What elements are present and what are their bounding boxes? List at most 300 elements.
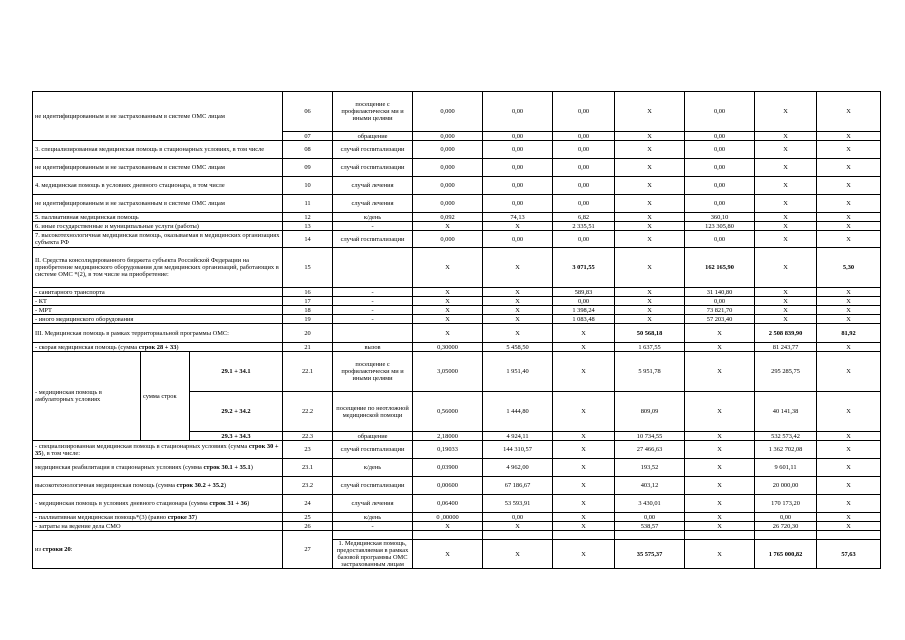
table-cell	[283, 195, 333, 213]
row-label	[33, 213, 283, 222]
cell-text: -	[371, 297, 374, 305]
cell-text: 162 165,90	[705, 264, 734, 271]
cell-text: 589,83	[574, 288, 593, 296]
table-cell	[283, 531, 333, 569]
cell-text: обращение	[357, 432, 388, 440]
cell-text: случай госпитализации	[340, 482, 405, 489]
cell-text: X	[846, 146, 851, 153]
table-cell	[817, 297, 881, 306]
table-cell	[615, 288, 685, 297]
cell-text: 193,52	[640, 464, 659, 471]
table-cell	[483, 248, 553, 288]
row-label	[33, 288, 283, 297]
table-cell	[755, 288, 817, 297]
cell-text: X	[783, 297, 788, 305]
cell-text: 3. специализированная медицинская помощь в стационарных условиях, в том числе	[35, 146, 265, 153]
cell-text: X	[515, 306, 520, 314]
cell-text: X	[647, 306, 652, 314]
table-cell	[283, 522, 333, 531]
cell-text: 24	[304, 500, 311, 507]
table-cell	[755, 540, 817, 569]
cell-text: 360,10	[710, 213, 729, 221]
cell-text: X	[647, 235, 652, 243]
table-cell	[333, 222, 413, 231]
table-cell	[755, 324, 817, 343]
cell-text: 295 285,75	[771, 368, 800, 375]
table-cell	[283, 495, 333, 513]
cell-text: 4 924,11	[506, 432, 529, 440]
table-cell	[553, 343, 615, 352]
cell-text: X	[846, 522, 851, 530]
table-cell	[553, 315, 615, 324]
cell-text: обращение	[357, 132, 388, 140]
table-cell	[333, 195, 413, 213]
table-cell	[755, 141, 817, 159]
cell-text: 0,03900	[437, 464, 458, 471]
table-cell	[333, 352, 413, 392]
cell-text: 0,00	[511, 200, 524, 207]
table-cell	[333, 92, 413, 132]
cell-text: X	[647, 315, 652, 323]
table-cell	[685, 324, 755, 343]
cell-text: случай госпитализации	[340, 446, 405, 453]
table-cell	[817, 441, 881, 459]
table-row	[33, 288, 881, 297]
cell-text: X	[515, 297, 520, 305]
table-cell	[817, 159, 881, 177]
table-cell	[615, 92, 685, 132]
cell-text: 22.2	[301, 408, 314, 415]
table-cell	[190, 352, 283, 392]
table-cell	[483, 459, 553, 477]
table-cell	[413, 392, 483, 432]
table-cell	[483, 522, 553, 531]
table-cell	[333, 324, 413, 343]
cell-text: X	[581, 513, 586, 521]
cell-text: вызов	[364, 343, 381, 351]
cell-text: X	[783, 164, 788, 171]
cell-text: 1 637,55	[638, 343, 661, 351]
table-row	[33, 177, 881, 195]
table-cell	[553, 540, 615, 569]
cell-text: 0,00	[779, 513, 792, 521]
cell-text: 25	[304, 513, 311, 521]
table-cell	[333, 531, 413, 540]
table-cell	[755, 195, 817, 213]
table-cell	[685, 513, 755, 522]
cell-text: медицинская реабилитация в стационарных условиях (сумма строк 30.1 + 35.1)	[35, 464, 253, 471]
cell-text: X	[647, 200, 652, 207]
cell-text: - скорая медицинская помощь (сумма строк 28 + 33)	[35, 343, 179, 351]
table-cell	[755, 522, 817, 531]
row-label	[33, 92, 283, 141]
cell-text: 3 071,55	[572, 264, 595, 271]
table-cell	[817, 132, 881, 141]
cell-text: к/день	[363, 213, 382, 221]
cell-text: к/день	[363, 513, 382, 521]
cell-text: 14	[304, 235, 311, 243]
table-cell	[283, 352, 333, 392]
cell-text: X	[445, 522, 450, 530]
table-cell	[615, 477, 685, 495]
table-cell	[413, 477, 483, 495]
table-cell	[817, 195, 881, 213]
table-cell	[283, 159, 333, 177]
row-label	[33, 352, 141, 441]
cell-text: 18	[304, 306, 311, 314]
cell-text: X	[846, 164, 851, 171]
cell-text: X	[717, 482, 722, 489]
cell-text: X	[445, 315, 450, 323]
table-cell	[333, 132, 413, 141]
table-row	[33, 222, 881, 231]
table-row	[33, 231, 881, 248]
table-cell	[283, 231, 333, 248]
table-cell	[817, 315, 881, 324]
cell-text: X	[445, 297, 450, 305]
cell-text: X	[846, 408, 851, 415]
table-cell	[483, 213, 553, 222]
cell-text: X	[846, 464, 851, 471]
cell-text: 0,56000	[437, 408, 458, 415]
table-cell	[615, 141, 685, 159]
cell-text: 0,00	[511, 235, 524, 243]
cell-text: - паллиативная медицинская помощь*(3) (равно строке 37)	[35, 513, 197, 521]
cell-text: 1. Медицинская помощь, предоставляемая в рамках базовой программы ОМС застрахованным лицам	[336, 540, 409, 568]
cell-text: II. Средства консолидированного бюджета субъекта Российской Федерации на приобретение медицинского оборудования для медицинских организаций, работающих в системе ОМС *(2), в том числе на приобретение:	[35, 257, 279, 278]
table-cell	[483, 392, 553, 432]
table-cell	[483, 132, 553, 141]
table-cell	[283, 222, 333, 231]
table-cell	[333, 477, 413, 495]
table-cell	[685, 441, 755, 459]
cell-text: 20	[304, 329, 311, 337]
table-cell	[553, 222, 615, 231]
table-cell	[553, 297, 615, 306]
table-row	[33, 195, 881, 213]
cell-text: X	[846, 343, 851, 351]
table-cell	[333, 392, 413, 432]
table-cell	[553, 92, 615, 132]
cell-text: 5 951,78	[638, 368, 661, 375]
table-cell	[413, 92, 483, 132]
table-row	[33, 441, 881, 459]
cell-text: 09	[304, 164, 311, 171]
row-label	[33, 222, 283, 231]
cell-text: 0,30000	[437, 343, 458, 351]
table-cell	[553, 306, 615, 315]
cell-text: 6,82	[577, 213, 590, 221]
cell-text: 0,00	[511, 164, 524, 171]
cell-text: X	[445, 329, 450, 337]
table-cell	[755, 222, 817, 231]
table-cell	[615, 195, 685, 213]
table-cell	[413, 459, 483, 477]
cell-text: 07	[304, 132, 311, 140]
cell-text: 22.3	[301, 432, 314, 440]
cell-text: посещение с профилактически ми и иными целями	[341, 361, 404, 382]
cell-text: 403,12	[640, 482, 659, 489]
cell-text: 53 593,91	[504, 500, 531, 507]
table-cell	[190, 392, 283, 432]
row-label	[33, 159, 283, 177]
table-cell	[283, 306, 333, 315]
table-cell	[333, 297, 413, 306]
table-cell	[615, 324, 685, 343]
table-cell	[755, 132, 817, 141]
row-label	[33, 315, 283, 324]
table-cell	[817, 288, 881, 297]
table-cell	[615, 159, 685, 177]
table-cell	[141, 352, 190, 441]
cell-text: 0,06400	[437, 500, 458, 507]
cell-text: 0 ,00000	[436, 513, 459, 521]
table-cell	[483, 441, 553, 459]
cell-text: X	[783, 108, 788, 115]
row-label	[33, 459, 283, 477]
table-cell	[413, 513, 483, 522]
table-cell	[553, 141, 615, 159]
cell-text: 2 335,51	[572, 222, 595, 230]
cell-text: 16	[304, 288, 311, 296]
cell-text: 40 141,38	[772, 408, 799, 415]
table-row	[33, 343, 881, 352]
cell-text: 74,13	[510, 213, 525, 221]
table-cell	[190, 432, 283, 441]
cell-text: 0,00	[511, 146, 524, 153]
cell-text: 06	[304, 108, 311, 115]
table-row	[33, 324, 881, 343]
table-cell	[333, 343, 413, 352]
cell-text: X	[647, 182, 652, 189]
table-cell	[413, 441, 483, 459]
table-cell	[615, 352, 685, 392]
table-cell	[615, 231, 685, 248]
cell-text: 0,00	[577, 164, 590, 171]
table-cell	[615, 522, 685, 531]
cell-text: 0,00	[713, 146, 726, 153]
table-row	[33, 459, 881, 477]
cell-text: X	[846, 235, 851, 243]
table-cell	[553, 513, 615, 522]
table-row	[33, 477, 881, 495]
table-cell	[615, 392, 685, 432]
table-cell	[283, 132, 333, 141]
cell-text: - затраты на ведение дела СМО	[35, 522, 121, 530]
cell-text: X	[647, 108, 652, 115]
table-cell	[615, 222, 685, 231]
cell-text: 1 444,80	[506, 408, 529, 415]
table-cell	[755, 531, 817, 540]
cell-text: X	[445, 264, 450, 271]
cell-text: 17	[304, 297, 311, 305]
cell-text: - иного медицинского оборудования	[35, 315, 134, 323]
table-cell	[413, 159, 483, 177]
cell-text: 0,00	[577, 182, 590, 189]
table-cell	[413, 297, 483, 306]
row-label	[33, 441, 283, 459]
document-table	[32, 91, 881, 569]
table-cell	[283, 288, 333, 297]
cell-text: 2 508 839,90	[768, 329, 803, 337]
table-cell	[413, 195, 483, 213]
cell-text: X	[581, 500, 586, 507]
table-cell	[413, 177, 483, 195]
table-cell	[413, 222, 483, 231]
cell-text: - МРТ	[35, 306, 52, 314]
table-cell	[333, 177, 413, 195]
cell-text: X	[846, 288, 851, 296]
table-cell	[483, 231, 553, 248]
table-cell	[483, 495, 553, 513]
table-cell	[817, 92, 881, 132]
table-cell	[817, 222, 881, 231]
cell-text: 0,092	[440, 213, 455, 221]
cell-text: X	[783, 306, 788, 314]
table-cell	[483, 315, 553, 324]
table-cell	[615, 495, 685, 513]
table-cell	[817, 306, 881, 315]
table-cell	[615, 531, 685, 540]
row-label	[33, 177, 283, 195]
cell-text: 0,00	[713, 108, 726, 115]
table-cell	[685, 495, 755, 513]
table-cell	[817, 531, 881, 540]
cell-text: 1 951,40	[506, 368, 529, 375]
cell-text: 57,63	[841, 550, 856, 558]
cell-text: X	[783, 288, 788, 296]
table-cell	[755, 248, 817, 288]
table-cell	[755, 231, 817, 248]
cell-text: 08	[304, 146, 311, 153]
table-cell	[283, 343, 333, 352]
table-row	[33, 159, 881, 177]
cell-text: - специализированная медицинская помощь в стационарных условиях (сумма строк 30 + 35), в том числе:	[35, 442, 279, 457]
cell-text: X	[515, 550, 520, 558]
table-cell	[413, 213, 483, 222]
table-row	[33, 141, 881, 159]
table-cell	[685, 195, 755, 213]
cell-text: X	[445, 306, 450, 314]
table-cell	[755, 177, 817, 195]
table-cell	[483, 288, 553, 297]
table-cell	[333, 513, 413, 522]
table-cell	[553, 352, 615, 392]
cell-text: - санитарного транспорта	[35, 288, 105, 296]
table-cell	[553, 213, 615, 222]
cell-text: 0,000	[440, 146, 455, 153]
table-cell	[283, 432, 333, 441]
cell-text: X	[846, 432, 851, 440]
table-cell	[755, 392, 817, 432]
table-cell	[333, 459, 413, 477]
table-cell	[413, 531, 483, 540]
table-cell	[483, 531, 553, 540]
table-cell	[283, 315, 333, 324]
cell-text: X	[783, 182, 788, 189]
cell-text: X	[846, 108, 851, 115]
table-cell	[483, 177, 553, 195]
cell-text: 170 173,20	[771, 500, 800, 507]
table-cell	[685, 213, 755, 222]
table-cell	[685, 231, 755, 248]
cell-text: X	[846, 500, 851, 507]
table-cell	[755, 477, 817, 495]
table-row	[33, 248, 881, 288]
table-cell	[685, 288, 755, 297]
cell-text: 9 601,11	[774, 464, 797, 471]
table-cell	[483, 92, 553, 132]
cell-text: 0,00	[511, 182, 524, 189]
row-label	[33, 141, 283, 159]
table-cell	[553, 288, 615, 297]
table-cell	[413, 343, 483, 352]
cell-text: 0,000	[440, 182, 455, 189]
table-cell	[553, 522, 615, 531]
cell-text: X	[647, 264, 652, 271]
table-cell	[817, 513, 881, 522]
cell-text: 0,000	[440, 200, 455, 207]
cell-text: 532 573,42	[771, 432, 800, 440]
cell-text: X	[846, 482, 851, 489]
cell-text: -	[371, 522, 374, 530]
cell-text: сумма строк	[143, 392, 177, 400]
cell-text: X	[647, 297, 652, 305]
cell-text: X	[717, 550, 722, 558]
cell-text: 27	[304, 546, 311, 553]
cell-text: -	[371, 315, 374, 323]
cell-text: X	[783, 315, 788, 323]
cell-text: не идентифицированным и не застрахованным в системе ОМС лицам	[35, 112, 225, 120]
table-cell	[413, 522, 483, 531]
table-cell	[333, 231, 413, 248]
table-cell	[615, 343, 685, 352]
cell-text: X	[717, 500, 722, 507]
cell-text: X	[581, 343, 586, 351]
table-cell	[615, 540, 685, 569]
cell-text: 1 398,24	[572, 306, 595, 314]
cell-text: 0,00	[713, 235, 726, 243]
table-cell	[553, 231, 615, 248]
cell-text: 1 765 000,82	[768, 550, 803, 558]
table-cell	[755, 432, 817, 441]
row-label	[33, 324, 283, 343]
cell-text: X	[846, 213, 851, 221]
cell-text: X	[846, 513, 851, 521]
table-cell	[333, 141, 413, 159]
table-cell	[333, 306, 413, 315]
table-cell	[817, 324, 881, 343]
cell-text: 0,000	[440, 108, 455, 115]
cell-text: 0,00	[577, 235, 590, 243]
cell-text: 6. иные государственные и муниципальные услуги (работы)	[35, 222, 199, 230]
table-cell	[685, 392, 755, 432]
table-cell	[817, 177, 881, 195]
cell-text: X	[581, 329, 586, 337]
table-cell	[553, 324, 615, 343]
cell-text: 3 430,01	[638, 500, 661, 507]
cell-text: X	[783, 132, 788, 140]
table-cell	[483, 297, 553, 306]
table-cell	[283, 92, 333, 132]
cell-text: X	[647, 288, 652, 296]
cell-text: X	[581, 550, 586, 558]
cell-text: 0,00	[511, 108, 524, 115]
table-cell	[413, 288, 483, 297]
cell-text: 0,00	[577, 146, 590, 153]
table-cell	[685, 477, 755, 495]
table-cell	[685, 459, 755, 477]
